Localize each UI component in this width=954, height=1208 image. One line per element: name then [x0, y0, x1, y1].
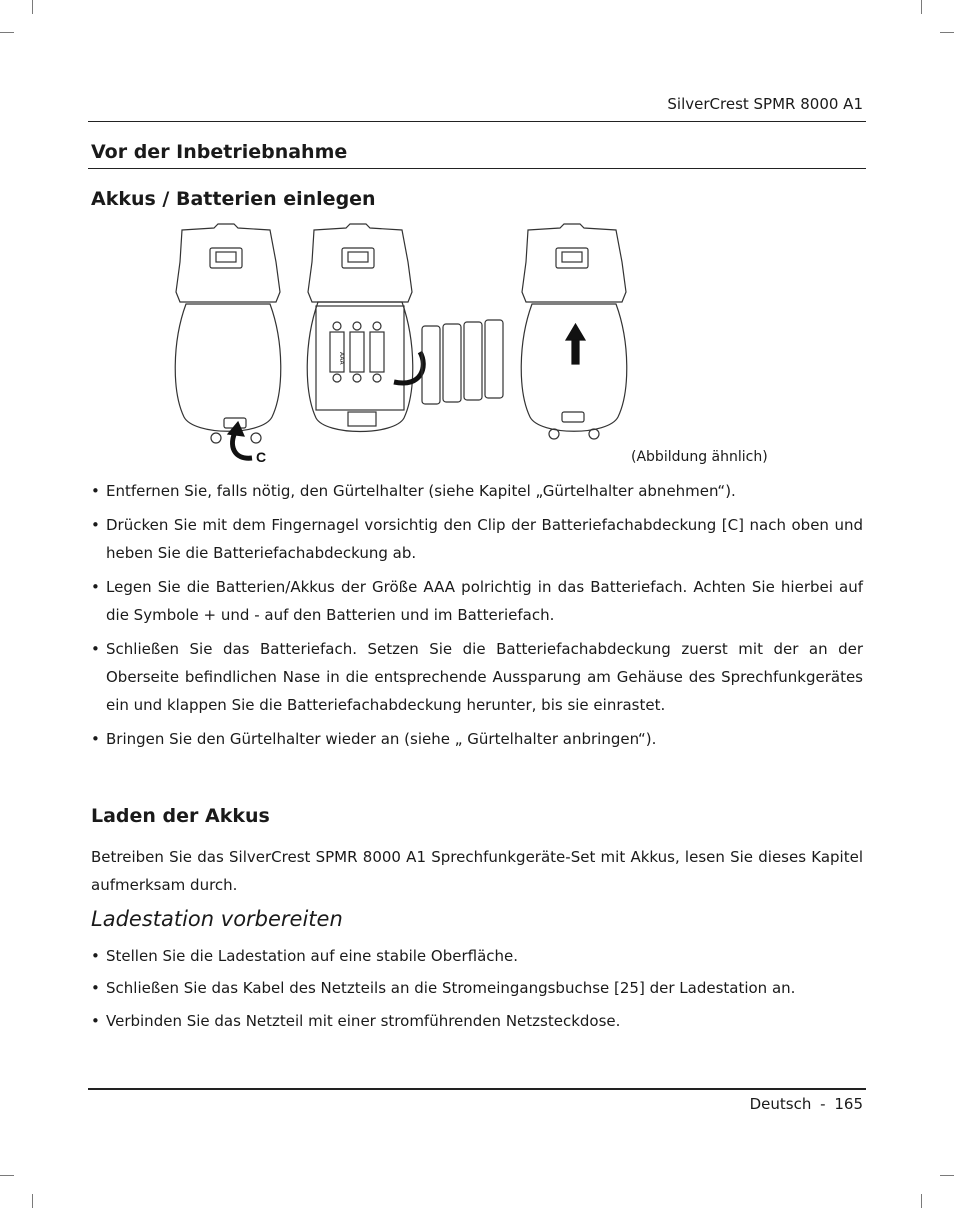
bullet-icon: • — [91, 640, 100, 658]
page-footer — [750, 1095, 863, 1113]
header-rule — [88, 121, 866, 122]
list-item: • Legen Sie die Batterien/Akkus der Größe AAA polrichtig in das Batteriefach. Achten Sie hierbei auf die Symbole + und - auf den Batterien und im Batteriefach. — [91, 573, 863, 629]
bullet-icon: • — [91, 516, 100, 534]
list-item: • Verbinden Sie das Netzteil mit einer stromführenden Netzsteckdose. — [91, 1007, 863, 1035]
list-item: • Entfernen Sie, falls nötig, den Gürtelhalter (siehe Kapitel „Gürtelhalter abnehmen“). — [91, 477, 863, 505]
crop-mark — [32, 1194, 33, 1208]
bullet-icon: • — [91, 979, 100, 997]
crop-mark — [32, 0, 33, 14]
bullet-icon: • — [91, 947, 100, 965]
list-item: • Bringen Sie den Gürtelhalter wieder an (siehe „ Gürtelhalter anbringen“). — [91, 725, 863, 753]
subsection-title: Ladestation vorbereiten — [91, 907, 343, 931]
footer-language: Deutsch — [749, 1095, 812, 1113]
insert-arrow-icon — [394, 352, 423, 383]
bullet-icon: • — [91, 482, 100, 500]
up-arrow-icon — [566, 324, 585, 364]
figure-caption: (Abbildung ähnlich) — [631, 449, 768, 465]
arrow-head-icon — [228, 422, 244, 436]
device-cover-closed — [175, 224, 281, 443]
list-item: • Stellen Sie die Ladestation auf eine stabile Oberfläche. — [91, 942, 863, 970]
crop-mark — [921, 0, 922, 14]
crop-mark — [0, 1175, 14, 1176]
section-rule — [88, 168, 866, 169]
bullet-icon: • — [91, 730, 100, 748]
list-item: • Schließen Sie das Kabel des Netzteils an die Stromeingangsbuchse [25] der Ladestation an. — [91, 974, 863, 1002]
section-title-batterien: Akkus / Batterien einlegen — [91, 188, 376, 210]
footer-separator: - — [820, 1095, 826, 1113]
bullet-icon: • — [91, 1012, 100, 1030]
device-compartment-open — [307, 224, 413, 432]
crop-mark — [0, 32, 14, 33]
battery-slot-label: AAA — [338, 352, 345, 365]
page-number: 165 — [834, 1095, 863, 1113]
crop-mark — [940, 1175, 954, 1176]
footer-rule — [88, 1088, 866, 1090]
section-title-inbetriebnahme: Vor der Inbetriebnahme — [91, 141, 348, 163]
clip-callout-label: C — [256, 449, 267, 465]
crop-mark — [921, 1194, 922, 1208]
list-item: • Drücken Sie mit dem Fingernagel vorsichtig den Clip der Batteriefachabdeckung [C] nach oben und heben Sie die Batteriefachabdeckung ab. — [91, 511, 863, 567]
charging-intro: Betreiben Sie das SilverCrest SPMR 8000 A1 Sprechfunkgeräte-Set mit Akkus, lesen Sie dieses Kapitel aufmerksam durch. — [91, 848, 863, 894]
battery-installation-illustration — [172, 222, 642, 467]
section-title-laden: Laden der Akkus — [91, 805, 270, 827]
aaa-batteries — [422, 320, 503, 404]
crop-mark — [940, 32, 954, 33]
running-header: SilverCrest SPMR 8000 A1 — [667, 95, 863, 113]
bullet-icon: • — [91, 578, 100, 596]
list-item: • Schließen Sie das Batteriefach. Setzen Sie die Batteriefachabdeckung zuerst mit der an der Oberseite befindlichen Nase in die entsprechende Aussparung am Gehäuse des Sprechfunkgerätes ein und klappen Sie die Batteriefachabdeckung herunter, bis sie einrastet. — [91, 635, 863, 719]
